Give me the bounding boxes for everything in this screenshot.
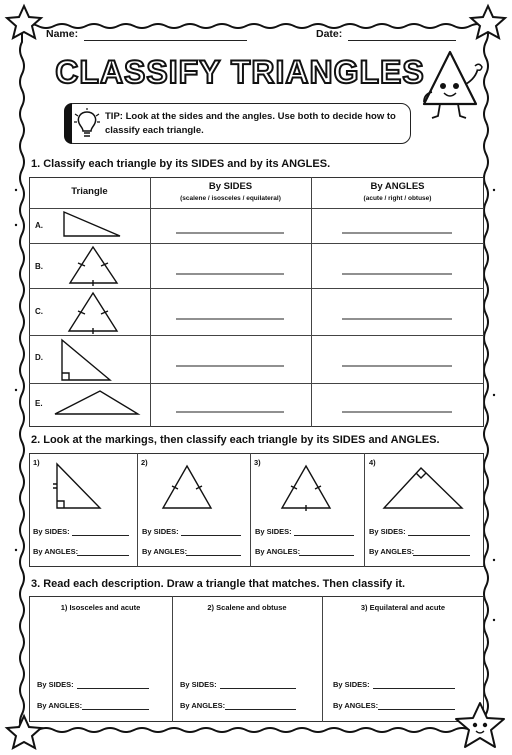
s3-sides-label-1: By SIDES: bbox=[37, 680, 74, 689]
s2-angles-field-4[interactable] bbox=[413, 555, 470, 556]
s2-angles-label-1: By ANGLES: bbox=[33, 547, 79, 556]
s2-sides-label-1: By SIDES: bbox=[33, 527, 70, 536]
section2-heading: 2. Look at the markings, then classify each triangle by its SIDES and ANGLES. bbox=[31, 434, 440, 446]
s2-sides-field-4[interactable] bbox=[408, 535, 470, 536]
s3-sides-label-2: By SIDES: bbox=[180, 680, 217, 689]
row-label-b: B. bbox=[35, 262, 43, 271]
col-angles-header: By ANGLES bbox=[370, 181, 425, 192]
s3-item-1: 1) Isosceles and acute bbox=[60, 603, 141, 612]
s3-angles-field-3[interactable] bbox=[378, 709, 455, 710]
col-triangle-header: Triangle bbox=[71, 186, 108, 197]
s3-item-3: 3) Equilateral and acute bbox=[360, 603, 446, 612]
col-sides-header: By SIDES bbox=[208, 181, 253, 192]
s3-angles-label-2: By ANGLES: bbox=[180, 701, 226, 710]
s2-item-4: 4) bbox=[369, 458, 376, 467]
s3-sides-field-1[interactable] bbox=[77, 688, 149, 689]
section3-table bbox=[29, 596, 484, 722]
page-title-text: CLASSIFY TRIANGLES bbox=[55, 54, 425, 90]
s3-angles-label-3: By ANGLES: bbox=[333, 701, 379, 710]
s3-item-2: 2) Scalene and obtuse bbox=[207, 603, 287, 612]
section3-heading: 3. Read each description. Draw a triangle that matches. Then classify it. bbox=[31, 578, 406, 590]
s3-sides-field-2[interactable] bbox=[220, 688, 296, 689]
tip-text: TIP: Look at the sides and the angles. Use both to decide how to classify each triangle. bbox=[105, 111, 396, 136]
s2-sides-field-2[interactable] bbox=[181, 535, 241, 536]
star-mascot-icon bbox=[452, 700, 508, 754]
row-label-d: D. bbox=[35, 353, 43, 362]
s2-angles-label-3: By ANGLES: bbox=[255, 547, 301, 556]
row-label-e: E. bbox=[35, 399, 43, 408]
s2-sides-label-4: By SIDES: bbox=[369, 527, 406, 536]
name-label: Name: bbox=[46, 28, 79, 40]
s3-sides-label-3: By SIDES: bbox=[333, 680, 370, 689]
s2-angles-label-2: By ANGLES: bbox=[142, 547, 188, 556]
section1-heading: 1. Classify each triangle by its SIDES and by its ANGLES. bbox=[31, 158, 331, 170]
s3-angles-field-2[interactable] bbox=[225, 709, 296, 710]
s3-sides-field-3[interactable] bbox=[373, 688, 455, 689]
s2-item-3: 3) bbox=[254, 458, 261, 467]
row-label-a: A. bbox=[35, 221, 43, 230]
s2-angles-field-1[interactable] bbox=[77, 555, 129, 556]
row-label-c: C. bbox=[35, 307, 43, 316]
s2-sides-field-3[interactable] bbox=[294, 535, 354, 536]
col-sides-hint: (scalene / isosceles / equilateral) bbox=[180, 195, 281, 202]
s2-sides-field-1[interactable] bbox=[72, 535, 129, 536]
s2-sides-label-3: By SIDES: bbox=[255, 527, 292, 536]
s2-angles-field-3[interactable] bbox=[299, 555, 354, 556]
s3-angles-label-1: By ANGLES: bbox=[37, 701, 83, 710]
s3-angles-field-1[interactable] bbox=[82, 709, 149, 710]
s2-sides-label-2: By SIDES: bbox=[142, 527, 179, 536]
s2-item-2: 2) bbox=[141, 458, 148, 467]
s2-angles-field-2[interactable] bbox=[186, 555, 241, 556]
s2-item-1: 1) bbox=[33, 458, 40, 467]
col-angles-hint: (acute / right / obtuse) bbox=[363, 195, 432, 202]
date-label: Date: bbox=[316, 28, 343, 40]
s2-angles-label-4: By ANGLES: bbox=[369, 547, 415, 556]
